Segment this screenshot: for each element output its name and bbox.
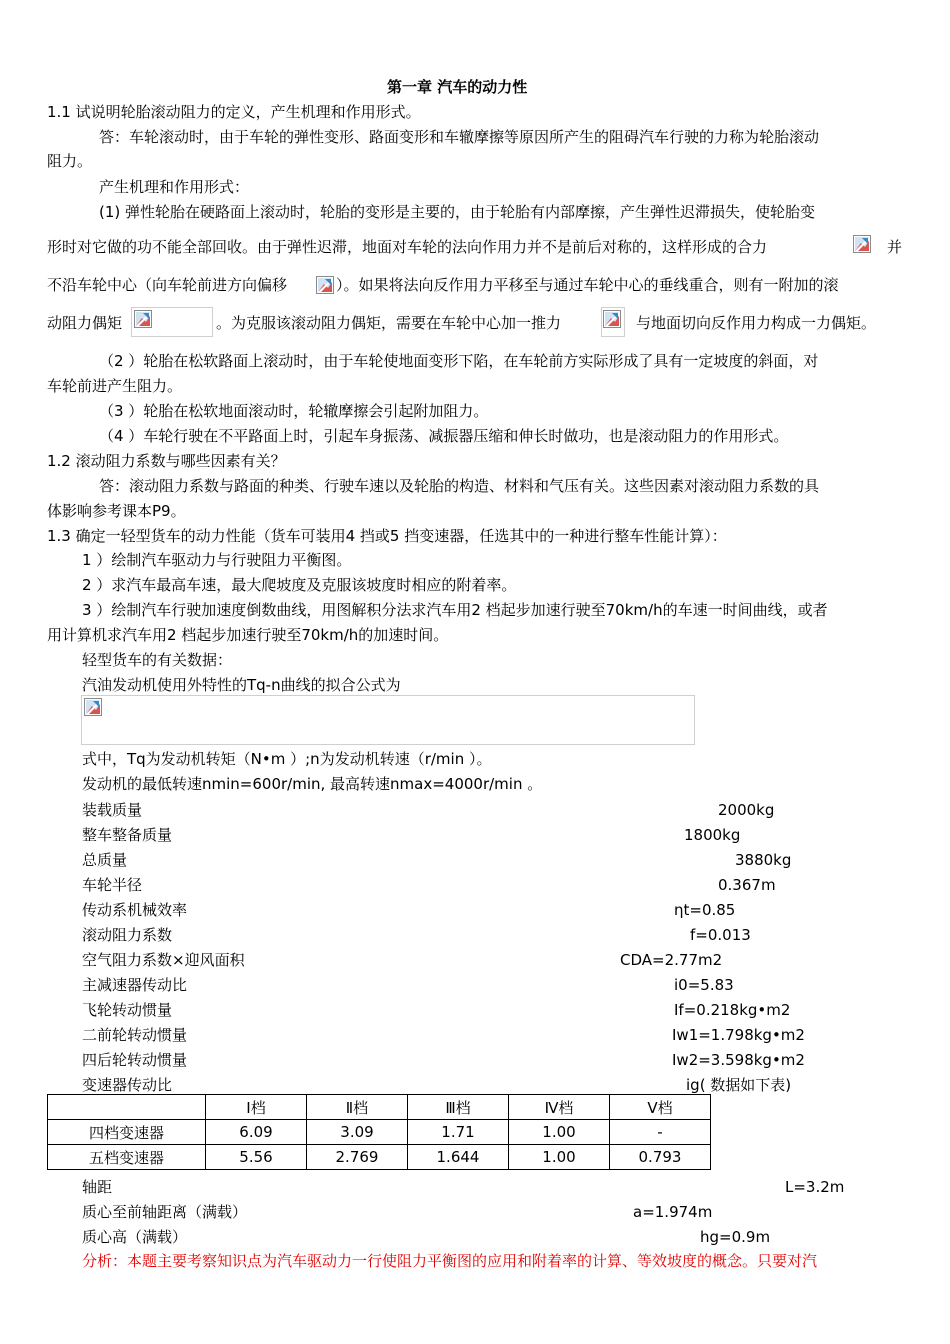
parameter-value: 3880kg: [735, 851, 792, 869]
analysis-text: 分析：本题主要考察知识点为汽车驱动力一行使阻力平衡图的应用和附着率的计算、等效坡度的概念。只要对汽: [82, 1252, 818, 1270]
paragraph-1-line4b: 。为克服该滚动阻力偶矩，需要在车轮中心加一推力: [216, 314, 562, 332]
paragraph-4: （4 ）车轮行驶在不平路面上时，引起车身振荡、减振器压缩和伸长时做功，也是滚动阻力的作用形式。: [99, 427, 789, 445]
parameter-value: ig( 数据如下表): [686, 1076, 792, 1094]
paragraph-3: （3 ）轮胎在松软地面滚动时，轮辙摩擦会引起附加阻力。: [99, 402, 489, 420]
parameter-value: 1800kg: [684, 826, 741, 844]
answer-1-2-line2: 体影响参考课本P9。: [47, 502, 186, 520]
table-cell: 1.71: [408, 1120, 509, 1145]
parameter-label: 装载质量: [82, 801, 143, 819]
table-cell: 四档变速器: [48, 1120, 206, 1145]
table-cell: 五档变速器: [48, 1145, 206, 1170]
parameter-label: 飞轮转动惯量: [82, 1001, 173, 1019]
paragraph-2-line1: （2 ）轮胎在松软路面上滚动时，由于车轮使地面变形下陷，在车轮前方实际形成了具有一定坡度的斜面，对: [99, 352, 819, 370]
paragraph-1-line4a: 动阻力偶矩: [47, 314, 123, 332]
parameter-value: CDA=2.77m2: [620, 951, 723, 969]
task-item-1: 1 ）绘制汽车驱动力与行驶阻力平衡图。: [82, 551, 352, 569]
table-header-cell: [48, 1095, 206, 1120]
formula-intro: 汽油发动机使用外特性的Tq-n曲线的拟合公式为: [82, 676, 401, 694]
paragraph-1-line2: 形时对它做的功不能全部回收。由于弹性迟滞，地面对车轮的法向作用力并不是前后对称的，这样形成的合力: [47, 238, 768, 256]
paragraph-2-line2: 车轮前进产生阻力。: [47, 377, 183, 395]
parameter-label: 传动系机械效率: [82, 901, 188, 919]
paragraph-1-line2-end: 并: [887, 238, 903, 256]
parameter-value: 2000kg: [718, 801, 775, 819]
table-cell: 3.09: [307, 1120, 408, 1145]
task-item-3-line2: 用计算机求汽车用2 档起步加速行驶至70km/h的加速时间。: [47, 626, 449, 644]
page-title: 第一章 汽车的动力性: [387, 78, 528, 96]
parameter-label: 轴距: [82, 1178, 113, 1196]
formula-note: 式中，Tq为发动机转矩（N•m ）;n为发动机转速（r/min ）。: [82, 750, 492, 768]
answer-1-2-line1: 答：滚动阻力系数与路面的种类、行驶车速以及轮胎的构造、材料和气压有关。这些因素对滚动阻力系数的具: [99, 477, 820, 495]
table-cell: 6.09: [206, 1120, 307, 1145]
broken-image-icon: [603, 310, 621, 328]
engine-speed-line: 发动机的最低转速nmin=600r/min, 最高转速nmax=4000r/min 。: [82, 775, 543, 793]
task-item-3-line1: 3 ）绘制汽车行驶加速度倒数曲线，用图解积分法求汽车用2 档起步加速行驶至70km/h的车速一时间曲线，或者: [82, 601, 828, 619]
parameter-label: 二前轮转动惯量: [82, 1026, 188, 1044]
table-cell: -: [610, 1120, 711, 1145]
broken-image-icon: [853, 235, 871, 253]
parameter-label: 变速器传动比: [82, 1076, 173, 1094]
question-1-3: 1.3 确定一轻型货车的动力性能（货车可装用4 挡或5 挡变速器，任选其中的一种进行整车性能计算）：: [47, 527, 727, 545]
answer-1-1-line2: 阻力。: [47, 152, 93, 170]
table-row: [48, 1120, 711, 1145]
parameter-label: 主减速器传动比: [82, 976, 188, 994]
answer-1-1-line1: 答：车轮滚动时，由于车轮的弹性变形、路面变形和车辙摩擦等原因所产生的阻碍汽车行驶的力称为轮胎滚动: [99, 128, 820, 146]
table-header-cell: Ⅲ档: [408, 1095, 509, 1120]
table-cell: 0.793: [610, 1145, 711, 1170]
table-header-row: [48, 1095, 711, 1120]
parameter-label: 车轮半径: [82, 876, 143, 894]
paragraph-1-line3a: 不沿车轮中心（向车轮前进方向偏移: [47, 276, 288, 294]
parameter-value: i0=5.83: [674, 976, 734, 994]
mechanism-heading: 产生机理和作用形式：: [99, 178, 250, 196]
table-header-cell: Ⅱ档: [307, 1095, 408, 1120]
parameter-value: hg=0.9m: [700, 1228, 771, 1246]
task-item-2: 2 ）求汽车最高车速，最大爬坡度及克服该坡度时相应的附着率。: [82, 576, 517, 594]
broken-image-icon: [134, 310, 152, 328]
table-header-cell: Ⅳ档: [509, 1095, 610, 1120]
parameter-label: 四后轮转动惯量: [82, 1051, 188, 1069]
parameter-label: 质心高（满载）: [82, 1228, 188, 1246]
table-cell: 1.00: [509, 1120, 610, 1145]
parameter-label: 质心至前轴距离（满载）: [82, 1203, 248, 1221]
parameter-label: 总质量: [82, 851, 128, 869]
paragraph-1-line4c: 与地面切向反作用力构成一力偶矩。: [636, 314, 877, 332]
parameter-label: 空气阻力系数×迎风面积: [82, 951, 245, 969]
question-1-1: 1.1 试说明轮胎滚动阻力的定义，产生机理和作用形式。: [47, 103, 421, 121]
table-cell: 1.644: [408, 1145, 509, 1170]
paragraph-1-line1: (1) 弹性轮胎在硬路面上滚动时，轮胎的变形是主要的，由于轮胎有内部摩擦，产生弹性迟滞损失，使轮胎变: [99, 203, 816, 221]
table-cell: 1.00: [509, 1145, 610, 1170]
parameter-value: Iw2=3.598kg•m2: [672, 1051, 805, 1069]
broken-image-icon: [316, 276, 334, 294]
table-header-cell: Ⅴ档: [610, 1095, 711, 1120]
parameter-value: a=1.974m: [633, 1203, 713, 1221]
parameter-label: 滚动阻力系数: [82, 926, 173, 944]
broken-image-icon: [84, 698, 102, 716]
parameter-value: ηt=0.85: [674, 901, 736, 919]
table-cell: 5.56: [206, 1145, 307, 1170]
question-1-2: 1.2 滚动阻力系数与哪些因素有关？: [47, 452, 286, 470]
parameter-value: 0.367m: [718, 876, 776, 894]
table-row: [48, 1145, 711, 1170]
parameter-value: Iw1=1.798kg•m2: [672, 1026, 805, 1044]
data-heading: 轻型货车的有关数据：: [82, 651, 233, 669]
parameter-value: If=0.218kg•m2: [674, 1001, 791, 1019]
table-cell: 2.769: [307, 1145, 408, 1170]
table-header-cell: Ⅰ档: [206, 1095, 307, 1120]
parameter-value: f=0.013: [690, 926, 751, 944]
formula-image-placeholder: [81, 695, 695, 745]
parameter-value: L=3.2m: [785, 1178, 845, 1196]
gear-ratio-table: [47, 1094, 711, 1170]
paragraph-1-line3b: ）。如果将法向反作用力平移至与通过车轮中心的垂线重合，则有一附加的滚: [336, 276, 839, 294]
parameter-label: 整车整备质量: [82, 826, 173, 844]
